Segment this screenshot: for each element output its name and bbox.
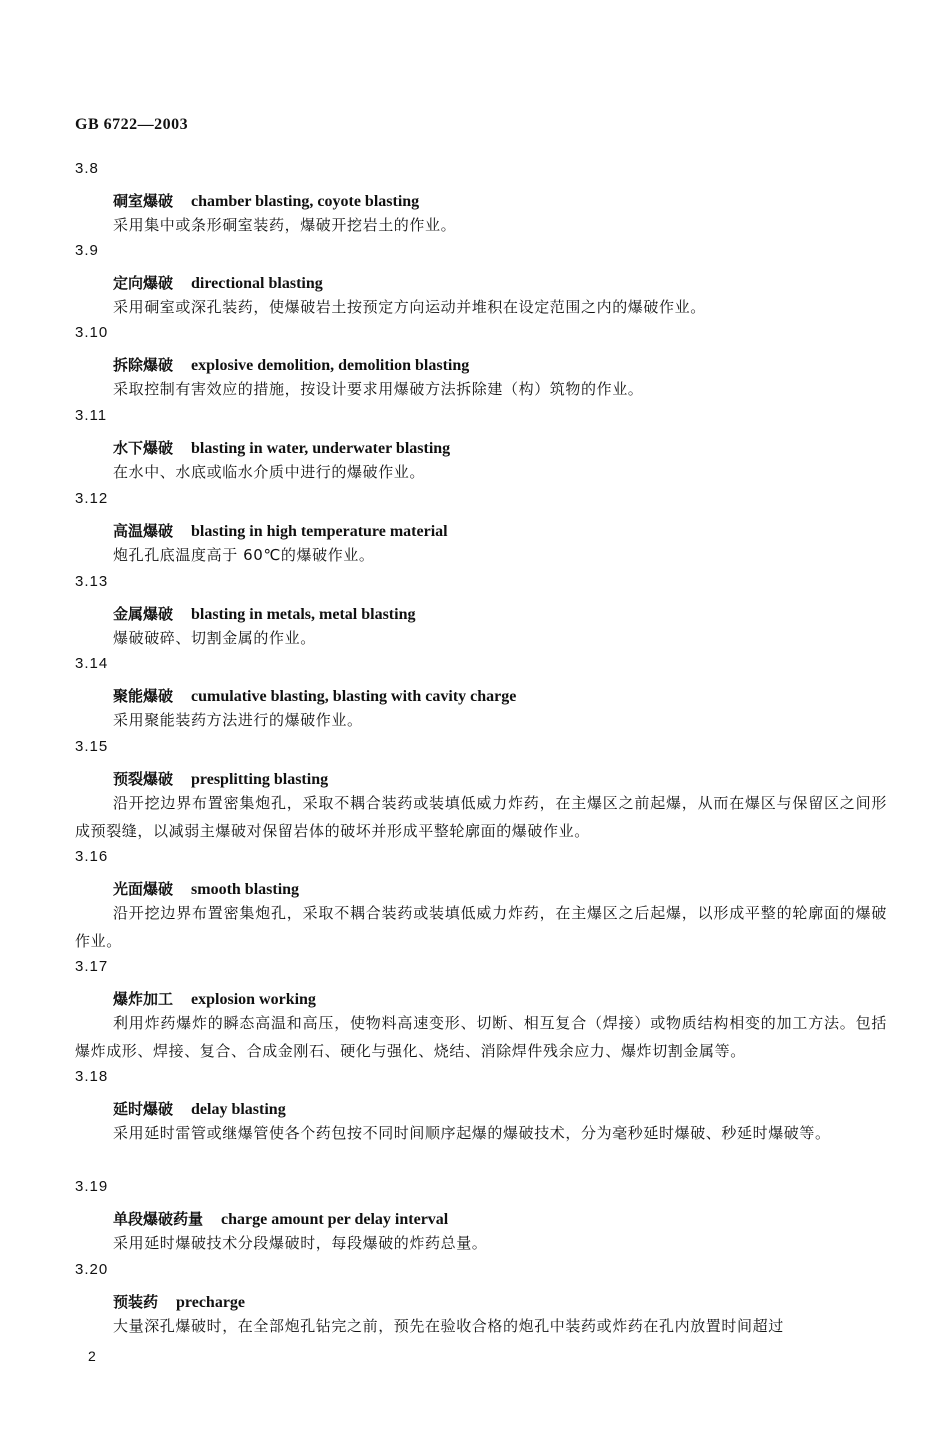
term-chinese: 拆除爆破	[113, 356, 174, 374]
term-chinese: 单段爆破药量	[113, 1210, 204, 1228]
term-definition: 爆破破碎、切割金属的作业。	[113, 629, 316, 647]
term-english: blasting in high temperature material	[191, 523, 448, 540]
term-definition: 沿开挖边界布置密集炮孔，采取不耦合装药或装填低威力炸药，在主爆区之后起爆，以形成平整的轮廓面的爆破作业。	[75, 904, 887, 950]
term-definition: 在水中、水底或临水介质中进行的爆破作业。	[113, 463, 426, 481]
term-heading	[113, 1208, 448, 1229]
term-definition: 利用炸药爆炸的瞬态高温和高压，使物料高速变形、切断、相互复合（焊接）或物质结构相变的加工方法。包括爆炸成形、焊接、复合、合成金刚石、硬化与强化、烧结、消除焊件残余应力、爆炸切割金属等。	[75, 1014, 887, 1060]
term-english: blasting in metals, metal blasting	[191, 606, 416, 623]
page-number: 2	[88, 1348, 96, 1364]
term-definition: 沿开挖边界布置密集炮孔，采取不耦合装药或装填低威力炸药，在主爆区之前起爆，从而在爆区与保留区之间形成预裂缝，以减弱主爆破对保留岩体的破坏并形成平整轮廓面的爆破作业。	[75, 794, 887, 840]
clause-number: 3.8	[75, 160, 99, 177]
term-chinese: 金属爆破	[113, 605, 174, 623]
term-chinese: 光面爆破	[113, 880, 174, 898]
term-english: blasting in water, underwater blasting	[191, 440, 451, 457]
term-heading	[113, 520, 448, 541]
term-chinese: 定向爆破	[113, 274, 174, 292]
term-english: cumulative blasting, blasting with cavity charge	[191, 688, 517, 705]
clause-number: 3.18	[75, 1068, 109, 1085]
clause-number: 3.15	[75, 738, 109, 755]
clause-number: 3.9	[75, 242, 99, 259]
term-english: smooth blasting	[191, 881, 300, 898]
term-english: presplitting blasting	[191, 771, 329, 788]
term-definition: 采用硐室或深孔装药，使爆破岩土按预定方向运动并堆积在设定范围之内的爆破作业。	[113, 298, 706, 316]
term-heading	[113, 190, 419, 211]
term-heading	[113, 272, 323, 293]
clause-number: 3.20	[75, 1261, 109, 1278]
term-english: directional blasting	[191, 275, 323, 292]
term-chinese: 高温爆破	[113, 522, 174, 540]
term-heading	[113, 1098, 286, 1119]
standard-code: GB 6722—2003	[75, 116, 189, 133]
term-heading	[113, 878, 299, 899]
clause-number: 3.11	[75, 407, 108, 424]
term-english: delay blasting	[191, 1101, 286, 1118]
term-heading	[113, 354, 469, 375]
term-english: precharge	[176, 1294, 246, 1311]
term-english: charge amount per delay interval	[221, 1211, 449, 1228]
term-definition: 采取控制有害效应的措施，按设计要求用爆破方法拆除建（构）筑物的作业。	[113, 380, 644, 398]
term-english: explosive demolition, demolition blasting	[191, 357, 470, 374]
term-chinese: 爆炸加工	[113, 990, 174, 1008]
term-chinese: 硐室爆破	[113, 192, 174, 210]
term-definition: 采用聚能装药方法进行的爆破作业。	[113, 711, 363, 729]
term-heading	[113, 603, 415, 624]
term-definition: 采用延时爆破技术分段爆破时，每段爆破的炸药总量。	[113, 1234, 488, 1252]
term-heading	[113, 988, 316, 1009]
term-heading	[113, 768, 328, 789]
term-chinese: 水下爆破	[113, 439, 174, 457]
clause-number: 3.14	[75, 655, 109, 672]
term-definition: 采用集中或条形硐室装药，爆破开挖岩土的作业。	[113, 216, 457, 234]
term-heading	[113, 685, 516, 706]
term-chinese: 预装药	[113, 1293, 159, 1311]
clause-number: 3.16	[75, 848, 109, 865]
term-english: chamber blasting, coyote blasting	[191, 193, 420, 210]
term-english: explosion working	[191, 991, 316, 1008]
clause-number: 3.12	[75, 490, 109, 507]
clause-number: 3.13	[75, 573, 109, 590]
term-heading	[113, 437, 450, 458]
term-definition: 大量深孔爆破时，在全部炮孔钻完之前，预先在验收合格的炮孔中装药或炸药在孔内放置时间超过	[113, 1317, 784, 1335]
term-definition: 采用延时雷管或继爆管使各个药包按不同时间顺序起爆的爆破技术，分为毫秒延时爆破、秒延时爆破等。	[113, 1124, 831, 1142]
clause-number: 3.17	[75, 958, 109, 975]
term-chinese: 预裂爆破	[113, 770, 174, 788]
term-heading	[113, 1291, 245, 1312]
term-definition: 炮孔孔底温度高于 60℃的爆破作业。	[113, 546, 375, 564]
clause-number: 3.19	[75, 1178, 109, 1195]
term-chinese: 聚能爆破	[113, 687, 174, 705]
clause-number: 3.10	[75, 324, 109, 341]
term-chinese: 延时爆破	[113, 1100, 174, 1118]
